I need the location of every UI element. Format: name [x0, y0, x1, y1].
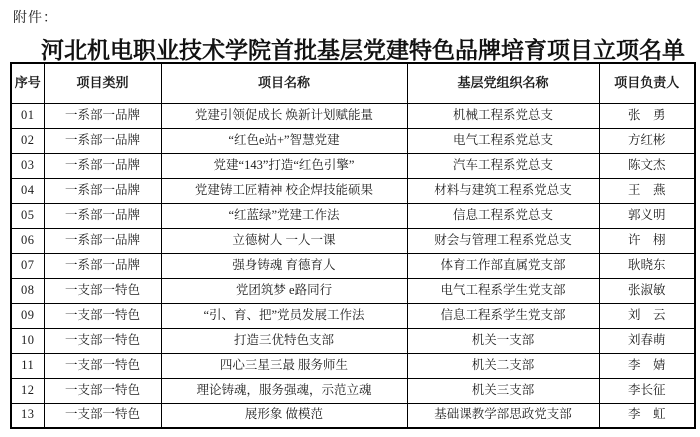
category-cell: 一支部一特色 — [44, 328, 161, 353]
org-name-cell: 机关三支部 — [407, 378, 599, 403]
category-cell: 一系部一品牌 — [44, 128, 161, 153]
org-name-cell: 信息工程系学生党支部 — [407, 303, 599, 328]
org-name-cell: 机关二支部 — [407, 353, 599, 378]
org-name-cell: 电气工程系党总支 — [407, 128, 599, 153]
seq-cell: 03 — [11, 153, 44, 178]
leader-cell: 刘 云 — [599, 303, 695, 328]
project-name-cell: 党团筑梦 e路同行 — [161, 278, 407, 303]
org-name-cell: 机关一支部 — [407, 328, 599, 353]
leader-cell: 刘春萌 — [599, 328, 695, 353]
table-row — [11, 378, 695, 403]
leader-cell: 方红彬 — [599, 128, 695, 153]
category-cell: 一系部一品牌 — [44, 178, 161, 203]
seq-cell: 09 — [11, 303, 44, 328]
table-row — [11, 278, 695, 303]
header-seq: 序号 — [11, 63, 44, 103]
table-row — [11, 328, 695, 353]
org-name-cell: 信息工程系党总支 — [407, 203, 599, 228]
project-approval-table — [10, 62, 696, 429]
leader-cell: 李 虹 — [599, 403, 695, 428]
table-row — [11, 103, 695, 128]
org-name-cell: 电气工程系学生党支部 — [407, 278, 599, 303]
category-cell: 一支部一特色 — [44, 353, 161, 378]
table-row — [11, 228, 695, 253]
table-row — [11, 128, 695, 153]
header-org-name: 基层党组织名称 — [407, 63, 599, 103]
seq-cell: 01 — [11, 103, 44, 128]
seq-cell: 05 — [11, 203, 44, 228]
table-row — [11, 403, 695, 428]
leader-cell: 李 婧 — [599, 353, 695, 378]
org-name-cell: 材料与建筑工程系党总支 — [407, 178, 599, 203]
leader-cell: 许 栩 — [599, 228, 695, 253]
project-name-cell: 立德树人 一人一课 — [161, 228, 407, 253]
leader-cell: 李长征 — [599, 378, 695, 403]
project-name-cell: 展形象 做模范 — [161, 403, 407, 428]
table-header-row — [11, 63, 695, 103]
org-name-cell: 机械工程系党总支 — [407, 103, 599, 128]
seq-cell: 08 — [11, 278, 44, 303]
org-name-cell: 财会与管理工程系党总支 — [407, 228, 599, 253]
project-name-cell: 四心三星三最 服务师生 — [161, 353, 407, 378]
project-name-cell: “红蓝绿”党建工作法 — [161, 203, 407, 228]
category-cell: 一系部一品牌 — [44, 153, 161, 178]
category-cell: 一系部一品牌 — [44, 103, 161, 128]
category-cell: 一支部一特色 — [44, 378, 161, 403]
project-name-cell: 党建“143”打造“红色引擎” — [161, 153, 407, 178]
project-name-cell: 打造三优特色支部 — [161, 328, 407, 353]
project-name-cell: 强身铸魂 育德育人 — [161, 253, 407, 278]
project-name-cell: “红色e站+”智慧党建 — [161, 128, 407, 153]
table-row — [11, 253, 695, 278]
leader-cell: 王 燕 — [599, 178, 695, 203]
table-row — [11, 353, 695, 378]
project-name-cell: 理论铸魂，服务强魂，示范立魂 — [161, 378, 407, 403]
category-cell: 一支部一特色 — [44, 303, 161, 328]
seq-cell: 07 — [11, 253, 44, 278]
seq-cell: 06 — [11, 228, 44, 253]
attachment-label: 附件： — [13, 11, 58, 26]
org-name-cell: 基础课教学部思政党支部 — [407, 403, 599, 428]
table-row — [11, 153, 695, 178]
leader-cell: 张 勇 — [599, 103, 695, 128]
table-row — [11, 203, 695, 228]
seq-cell: 04 — [11, 178, 44, 203]
category-cell: 一支部一特色 — [44, 403, 161, 428]
table-row — [11, 303, 695, 328]
header-project-name: 项目名称 — [161, 63, 407, 103]
seq-cell: 10 — [11, 328, 44, 353]
project-name-cell: 党建引领促成长 焕新计划赋能量 — [161, 103, 407, 128]
project-name-cell: 党建铸工匠精神 校企焊技能硕果 — [161, 178, 407, 203]
project-name-cell: “引、育、把”党员发展工作法 — [161, 303, 407, 328]
seq-cell: 02 — [11, 128, 44, 153]
document-title: 河北机电职业技术学院首批基层党建特色品牌培育项目立项名单 — [41, 38, 685, 63]
leader-cell: 郭义明 — [599, 203, 695, 228]
seq-cell: 12 — [11, 378, 44, 403]
category-cell: 一系部一品牌 — [44, 203, 161, 228]
leader-cell: 耿晓东 — [599, 253, 695, 278]
seq-cell: 11 — [11, 353, 44, 378]
header-leader: 项目负责人 — [599, 63, 695, 103]
leader-cell: 陈文杰 — [599, 153, 695, 178]
category-cell: 一支部一特色 — [44, 278, 161, 303]
table-row — [11, 178, 695, 203]
category-cell: 一系部一品牌 — [44, 228, 161, 253]
org-name-cell: 汽车工程系党总支 — [407, 153, 599, 178]
org-name-cell: 体育工作部直属党支部 — [407, 253, 599, 278]
category-cell: 一系部一品牌 — [44, 253, 161, 278]
leader-cell: 张淑敏 — [599, 278, 695, 303]
seq-cell: 13 — [11, 403, 44, 428]
header-category: 项目类别 — [44, 63, 161, 103]
